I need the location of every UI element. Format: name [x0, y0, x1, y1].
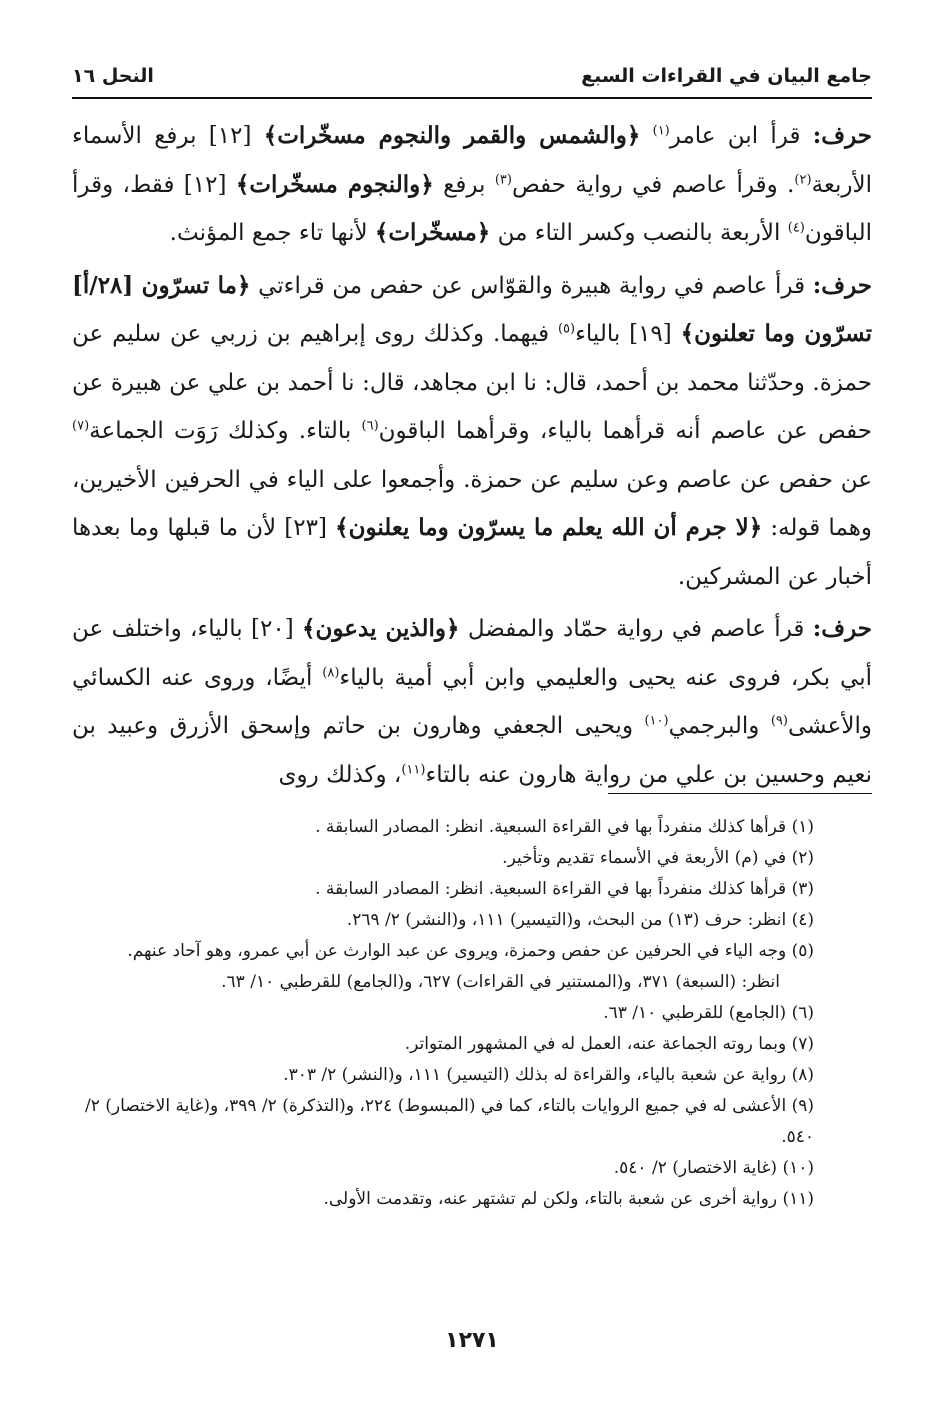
footnotes	[72, 812, 814, 1215]
footnote	[72, 843, 814, 874]
footnote-number: (٦)	[791, 1003, 814, 1023]
text-segment: والبرجمي	[668, 713, 771, 739]
footnote-text: وجه الياء في الحرفين عن حفص وحمزة، ويروى عن عبد الوارث عن أبي عمرو، وهو آحاد عنهم.	[127, 941, 787, 961]
footnote-ref[interactable]: (١٠)	[644, 713, 669, 729]
footnote-text: انظر: حرف (١٣) من البحث، و(التيسير) ١١١، و(النشر) ٢/ ٢٦٩.	[346, 910, 787, 930]
footnote	[72, 812, 814, 843]
footnote-ref[interactable]: (٣)	[494, 171, 512, 187]
footnote-number: (٨)	[791, 1065, 814, 1085]
footnote	[72, 1029, 814, 1060]
text-segment: [١٢] فقط، وقرأ الباقون	[72, 171, 872, 246]
quran-quote: ﴿والذين يدعون﴾	[302, 615, 460, 642]
footnote-text: الأعشى له في جميع الروايات بالتاء، كما في (المبسوط) ٢٢٤، و(التذكرة) ٢/ ٣٩٩، و(غاية الاختصار) ٢/ ٥٤٠.	[84, 1096, 814, 1147]
footnote	[72, 1091, 814, 1153]
running-header	[72, 58, 872, 94]
footnote-text: (غاية الاختصار) ٢/ ٥٤٠.	[613, 1158, 778, 1178]
text-segment: فيهما. وكذلك روى إبراهيم بن زربي عن سليم عن حمزة. وحدّثنا محمد بن أحمد، قال: نا ابن مجاهد، قال: نا أحمد بن علي عن هبيرة عن حفص عن عاصم أنه قرأهما بالياء، وقرأهما الباقون	[72, 321, 872, 444]
text-segment: بالتاء. وكذلك رَوَت الجماعة	[89, 418, 362, 444]
text-segment: لأنها تاء جمع المؤنث.	[169, 220, 375, 246]
footnote-ref[interactable]: (٨)	[322, 664, 340, 680]
book-title: جامع البيان في القراءات السبع	[581, 65, 872, 87]
quran-quote: ﴿ما تسرّون [٢٨/أ] تسرّون وما تعلنون﴾	[72, 271, 873, 347]
text-segment: عن حفص عن عاصم وعن سليم عن حمزة. وأجمعوا على الياء في الحرفين الأخيرين، وهما قوله:	[72, 466, 872, 541]
text-segment: [١٩] بالياء	[575, 321, 681, 347]
footnote-text: قرأها كذلك منفرداً بها في القراءة السبعية. انظر: المصادر السابقة .	[315, 817, 787, 837]
footnote	[72, 1184, 814, 1215]
text-segment: أيضًا، وروى عنه الكسائي والأعشى	[72, 664, 872, 739]
text-segment: [٢٠] بالياء، واختلف عن أبي بكر، فروى عنه يحيى والعليمي وابن أبي أمية بالياء	[72, 616, 872, 691]
footnote	[72, 1153, 814, 1184]
footnote-text: في (م) الأربعة في الأسماء تقديم وتأخير.	[502, 848, 787, 868]
header-divider	[72, 97, 872, 99]
footnote-ref[interactable]: (٧)	[72, 418, 90, 434]
footnote-ref[interactable]: (١١)	[401, 761, 426, 777]
text-segment: قرأ عاصم في رواية حمّاد والمفضل	[459, 616, 813, 642]
footnote-number: (٩)	[791, 1096, 814, 1116]
footnote-number: (٣)	[791, 879, 814, 899]
text-segment: برفع	[433, 171, 495, 198]
text-segment: قرأ ابن عامر	[669, 123, 813, 149]
page-number: ١٢٧١	[445, 1328, 499, 1353]
footnote-number: (١١)	[782, 1189, 814, 1209]
paragraph-label: حرف:	[812, 271, 872, 299]
text-segment: الأربعة بالنصب وكسر التاء من	[490, 220, 788, 246]
footnote-text: وبما روته الجماعة عنه، العمل له في المشهور المتواتر.	[404, 1034, 787, 1054]
footnote-text: (الجامع) للقرطبي ١٠/ ٦٣.	[603, 1003, 787, 1023]
paragraph	[72, 112, 872, 258]
text-segment: [٢٣] لأن ما قبلها وما بعدها أخبار عن المشركين.	[72, 515, 872, 590]
footnote-ref[interactable]: (٤)	[787, 220, 805, 236]
paragraph-label: حرف:	[812, 122, 872, 149]
footnote	[72, 874, 814, 905]
footnote-ref[interactable]: (٥)	[557, 321, 576, 337]
footnote-ref[interactable]: (١)	[652, 123, 670, 139]
footnote-ref[interactable]: (٦)	[361, 418, 379, 434]
footnote	[72, 936, 814, 967]
text-segment: قرأ عاصم في رواية هبيرة والقوّاس عن حفص من قراءتي	[250, 272, 813, 299]
text-segment: [١٢] برفع الأسماء الأربعة	[72, 123, 873, 198]
footnote-number: (٢)	[791, 848, 814, 868]
footnote-number: (٤)	[791, 910, 814, 930]
paragraph	[72, 605, 872, 799]
quran-quote: ﴿لا جرم أن الله يعلم ما يسرّون وما يعلنون﴾	[335, 514, 763, 541]
footnote-number: (١)	[791, 817, 814, 837]
quran-quote: ﴿مسخّرات﴾	[374, 219, 491, 246]
quran-quote: ﴿والشمس والقمر والنجوم مسخّرات﴾	[263, 122, 641, 149]
footnote-number: (٥)	[791, 941, 814, 961]
footnote-ref[interactable]: (٩)	[770, 713, 788, 729]
footnote	[72, 998, 814, 1029]
text-segment	[640, 123, 652, 149]
main-text	[72, 112, 872, 803]
paragraph-label: حرف:	[812, 615, 872, 642]
footnote-text: انظر: (السبعة) ٣٧١، و(المستنير في القراءات) ٦٢٧، و(الجامع) للقرطبي ١٠/ ٦٣.	[221, 972, 780, 992]
footnote-divider	[608, 793, 872, 794]
text-segment: ويحيى الجعفي وهارون بن حاتم وإسحق الأزرق وعبيد بن نعيم وحسين بن علي من رواية هارون عنه بالتاء	[72, 713, 872, 788]
text-segment: . وقرأ عاصم في رواية حفص	[511, 171, 795, 198]
footnote-text: رواية عن شعبة بالياء، والقراءة له بذلك (التيسير) ١١١، و(النشر) ٢/ ٣٠٣.	[283, 1065, 787, 1085]
paragraph	[72, 262, 872, 602]
footnote	[72, 1060, 814, 1091]
footnote-text: رواية أخرى عن شعبة بالتاء، ولكن لم تشتهر عنه، وتقدمت الأولى.	[323, 1189, 778, 1209]
footnote	[72, 967, 814, 998]
footnote-number: (٧)	[791, 1034, 814, 1054]
footnote	[72, 905, 814, 936]
footnote-number: (١٠)	[782, 1158, 814, 1178]
footnote-text: قرأها كذلك منفرداً بها في القراءة السبعية. انظر: المصادر السابقة .	[315, 879, 787, 899]
text-segment: ، وكذلك روى	[278, 761, 402, 788]
surah-label: النحل ١٦	[72, 65, 154, 87]
quran-quote: ﴿والنجوم مسخّرات﴾	[235, 170, 434, 198]
footnote-ref[interactable]: (٢)	[794, 171, 812, 187]
